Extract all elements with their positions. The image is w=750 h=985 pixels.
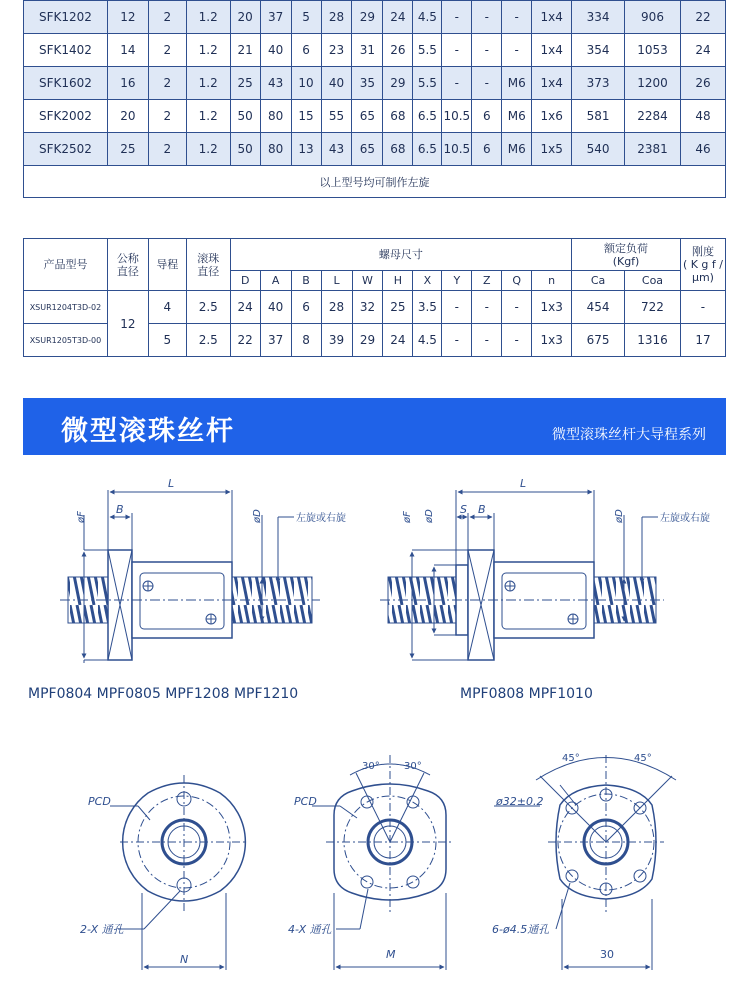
- table-row: [24, 291, 726, 324]
- table-cell: 6.5: [413, 133, 442, 166]
- table-cell: 50: [230, 100, 260, 133]
- table-cell: 5.5: [413, 34, 442, 67]
- flange-view-2: [312, 755, 454, 970]
- table-cell: 28: [321, 291, 352, 324]
- header-ball-diameter: 滚珠 直径: [186, 239, 230, 291]
- table-cell: 15: [291, 100, 321, 133]
- table-cell: SFK1402: [24, 34, 108, 67]
- table-cell: 24: [680, 34, 725, 67]
- table-cell: 29: [352, 324, 383, 357]
- table-cell: 55: [321, 100, 352, 133]
- table-cell: -: [502, 324, 532, 357]
- table-cell: 31: [352, 34, 383, 67]
- table-cell: 2: [148, 133, 186, 166]
- table-cell: XSUR1205T3D-00: [24, 324, 108, 357]
- table-cell: 50: [230, 133, 260, 166]
- table-cell: 1x4: [532, 67, 572, 100]
- table-cell: 80: [260, 100, 291, 133]
- table-row: [24, 67, 726, 100]
- table-cell: 13: [291, 133, 321, 166]
- table-cell: 43: [321, 133, 352, 166]
- table-cell: 32: [352, 291, 383, 324]
- table-cell: -: [502, 34, 532, 67]
- table-cell: 10.5: [442, 100, 472, 133]
- table-cell: -: [680, 291, 725, 324]
- table-cell: 37: [260, 1, 291, 34]
- table-cell: M6: [502, 67, 532, 100]
- table-cell: -: [472, 34, 502, 67]
- table-cell: 16: [107, 67, 148, 100]
- table-cell: 6.5: [413, 100, 442, 133]
- table-cell: 10: [291, 67, 321, 100]
- table-cell: 37: [260, 324, 291, 357]
- sub-header: Z: [472, 271, 502, 291]
- header-model: 产品型号: [24, 239, 108, 291]
- spec-table-xsur: [23, 238, 726, 357]
- table-cell: 1x6: [532, 100, 572, 133]
- table-cell: 8: [291, 324, 321, 357]
- technical-drawings: [0, 455, 750, 985]
- dim-L-left: L: [168, 477, 175, 490]
- table-cell: 48: [680, 100, 725, 133]
- table-cell: 40: [260, 34, 291, 67]
- sub-header: W: [352, 271, 383, 291]
- table-cell: 2: [148, 34, 186, 67]
- table-cell: 540: [572, 133, 625, 166]
- header-lead: 导程: [148, 239, 186, 291]
- f2-M: M: [386, 948, 396, 961]
- table-cell: 1053: [625, 34, 681, 67]
- table-cell: 26: [680, 67, 725, 100]
- table-cell: 6: [472, 133, 502, 166]
- table-cell: 2284: [625, 100, 681, 133]
- table-cell: 4: [148, 291, 186, 324]
- table-cell: 4.5: [413, 324, 442, 357]
- f3-pcd: ø32±0.2: [496, 795, 544, 808]
- lr-left: 左旋或右旋: [296, 513, 346, 524]
- sub-header: X: [413, 271, 442, 291]
- table-cell: -: [442, 1, 472, 34]
- sub-header: B: [291, 271, 321, 291]
- table-cell: 29: [383, 67, 413, 100]
- table-cell: 80: [260, 133, 291, 166]
- sub-header: n: [532, 271, 572, 291]
- table-cell: -: [472, 1, 502, 34]
- table-cell: 334: [572, 1, 625, 34]
- table-cell: 65: [352, 133, 383, 166]
- table-cell: SFK2002: [24, 100, 108, 133]
- table-cell: 1x4: [532, 1, 572, 34]
- table-cell: 1x5: [532, 133, 572, 166]
- table-cell: SFK1602: [24, 67, 108, 100]
- table-cell: 6: [472, 100, 502, 133]
- f2-pcd: PCD: [294, 795, 317, 808]
- table-row: [24, 34, 726, 67]
- table-cell: 1.2: [186, 34, 230, 67]
- header-load: 额定负荷 (Kgf): [572, 239, 681, 271]
- dim-B-left: B: [116, 503, 124, 516]
- left-hand-note: 以上型号均可制作左旋: [24, 166, 726, 198]
- table-cell: 68: [383, 100, 413, 133]
- table-row: [24, 133, 726, 166]
- table-cell: 675: [572, 324, 625, 357]
- table-cell: 65: [352, 100, 383, 133]
- table-cell: 24: [383, 1, 413, 34]
- table-cell: 40: [321, 67, 352, 100]
- table-cell: 22: [680, 1, 725, 34]
- table-cell: 1.2: [186, 100, 230, 133]
- header-diameter: 公称 直径: [107, 239, 148, 291]
- table-cell: 373: [572, 67, 625, 100]
- dim-D1-right: øD: [424, 509, 435, 523]
- lr-right: 左旋或右旋: [660, 513, 710, 524]
- table-cell: 4.5: [413, 1, 442, 34]
- table-cell: 906: [625, 1, 681, 34]
- caption-right: MPF0808 MPF1010: [460, 686, 593, 702]
- table-cell: 43: [260, 67, 291, 100]
- table-cell: M6: [502, 133, 532, 166]
- f1-N: N: [180, 953, 189, 966]
- table-cell: -: [442, 67, 472, 100]
- table-cell: 24: [383, 324, 413, 357]
- table-cell: -: [472, 67, 502, 100]
- table-cell: -: [442, 324, 472, 357]
- table-cell: 581: [572, 100, 625, 133]
- header-rigidity: 刚度 ( K g f / μm): [680, 239, 725, 291]
- table-cell: 722: [625, 291, 681, 324]
- table-cell: 1.2: [186, 1, 230, 34]
- table-cell: 25: [230, 67, 260, 100]
- table-cell: 2381: [625, 133, 681, 166]
- dim-B-right: B: [478, 503, 486, 516]
- table-cell: 2: [148, 67, 186, 100]
- table-cell: 1200: [625, 67, 681, 100]
- table-cell: 1x4: [532, 34, 572, 67]
- table-row: [24, 100, 726, 133]
- caption-left: MPF0804 MPF0805 MPF1208 MPF1210: [28, 686, 299, 702]
- table-cell: -: [502, 291, 532, 324]
- section-subtitle: 微型滚珠丝杆大导程系列: [552, 427, 706, 443]
- dim-S-right: S: [460, 503, 467, 516]
- table-cell: -: [472, 291, 502, 324]
- table-cell: 2: [148, 100, 186, 133]
- f2-angle-2: 30°: [404, 761, 422, 772]
- table-cell: 22: [230, 324, 260, 357]
- table-cell: 35: [352, 67, 383, 100]
- dim-D-left: øD: [252, 509, 263, 523]
- f1-pcd: PCD: [88, 795, 111, 808]
- table-cell: 24: [230, 291, 260, 324]
- table-cell: 1.2: [186, 67, 230, 100]
- table-row: [24, 1, 726, 34]
- table-cell: 23: [321, 34, 352, 67]
- table-cell: 25: [107, 133, 148, 166]
- dim-F-left: øF: [76, 511, 87, 523]
- f2-angle-1: 30°: [362, 761, 380, 772]
- table-cell: 2.5: [186, 291, 230, 324]
- sub-header: Q: [502, 271, 532, 291]
- table-cell: 28: [321, 1, 352, 34]
- table-cell: 1x3: [532, 324, 572, 357]
- table-cell: 5.5: [413, 67, 442, 100]
- table-cell: -: [442, 34, 472, 67]
- dim-F-right: øF: [402, 511, 413, 523]
- table-cell: 6: [291, 291, 321, 324]
- table-cell: 3.5: [413, 291, 442, 324]
- header-nut-size: 螺母尺寸: [230, 239, 571, 271]
- table-cell: 10.5: [442, 133, 472, 166]
- table-cell: SFK1202: [24, 1, 108, 34]
- table-cell: 1316: [625, 324, 681, 357]
- table-cell: 1.2: [186, 133, 230, 166]
- table-cell: 6: [291, 34, 321, 67]
- table-cell: 40: [260, 291, 291, 324]
- section-title: 微型滚珠丝杆: [61, 416, 235, 447]
- table-cell: 17: [680, 324, 725, 357]
- table-cell: -: [502, 1, 532, 34]
- sub-header: A: [260, 271, 291, 291]
- flange-view-1: [110, 775, 248, 970]
- sub-header: D: [230, 271, 260, 291]
- side-view-left: [60, 490, 320, 663]
- table-cell: 68: [383, 133, 413, 166]
- sub-header: L: [321, 271, 352, 291]
- table-cell: 25: [383, 291, 413, 324]
- flange-view-3: [494, 755, 676, 970]
- dim-L-right: L: [520, 477, 527, 490]
- sub-header: Coa: [625, 271, 681, 291]
- f1-hole: 2-X 通孔: [80, 923, 124, 936]
- table-cell: SFK2502: [24, 133, 108, 166]
- table-cell: 29: [352, 1, 383, 34]
- f2-hole: 4-X 通孔: [288, 923, 332, 936]
- f3-hole: 6-ø4.5通孔: [492, 923, 550, 936]
- f3-angle-2: 45°: [634, 753, 652, 764]
- table-cell: 20: [230, 1, 260, 34]
- table-cell: 5: [148, 324, 186, 357]
- diameter-cell: 12: [107, 291, 148, 357]
- dim-D-right: øD: [614, 509, 625, 523]
- table-cell: M6: [502, 100, 532, 133]
- table-cell: 12: [107, 1, 148, 34]
- table-cell: 21: [230, 34, 260, 67]
- table-cell: 454: [572, 291, 625, 324]
- table-cell: 46: [680, 133, 725, 166]
- table-cell: 20: [107, 100, 148, 133]
- sub-header: H: [383, 271, 413, 291]
- table-cell: 5: [291, 1, 321, 34]
- table-cell: 14: [107, 34, 148, 67]
- table-cell: 354: [572, 34, 625, 67]
- section-banner: [23, 398, 726, 455]
- table-cell: 26: [383, 34, 413, 67]
- table-cell: 2.5: [186, 324, 230, 357]
- table-cell: -: [442, 291, 472, 324]
- table-cell: 2: [148, 1, 186, 34]
- table-cell: -: [472, 324, 502, 357]
- table-cell: XSUR1204T3D-02: [24, 291, 108, 324]
- sub-header: Y: [442, 271, 472, 291]
- f3-width: 30: [600, 948, 614, 961]
- sub-header: Ca: [572, 271, 625, 291]
- f3-angle-1: 45°: [562, 753, 580, 764]
- table-cell: 39: [321, 324, 352, 357]
- table-cell: 1x3: [532, 291, 572, 324]
- spec-table-sfk: [23, 0, 726, 198]
